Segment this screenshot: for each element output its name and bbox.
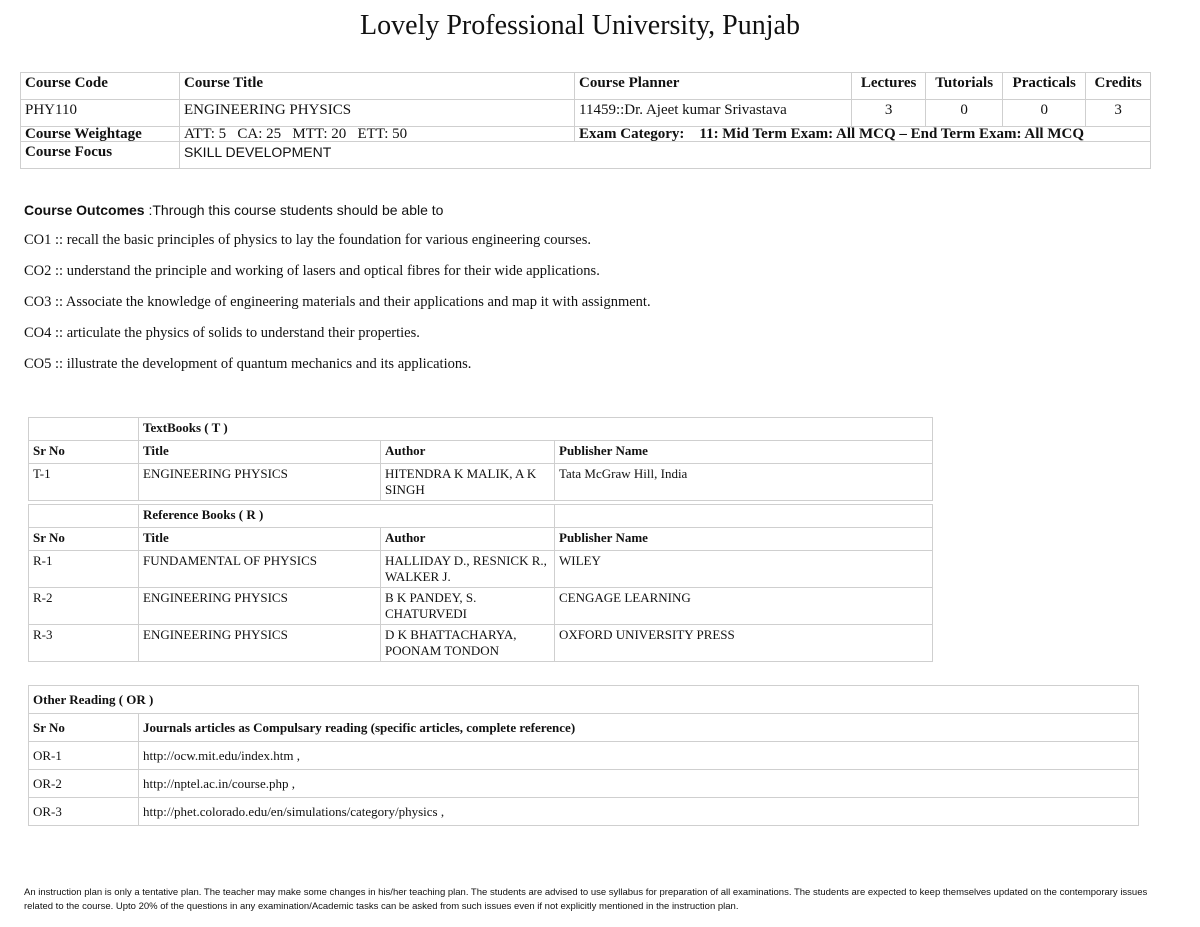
reference-author: HALLIDAY D., RESNICK R., WALKER J. (381, 551, 555, 588)
tutorials-header: Tutorials (926, 73, 1003, 100)
course-code: PHY110 (21, 100, 180, 127)
reference-publisher: WILEY (555, 551, 933, 588)
references-srno-header: Sr No (29, 528, 139, 551)
textbooks-heading-row (29, 418, 933, 441)
table-row (29, 588, 933, 625)
other-reading-heading-row (29, 686, 1139, 714)
course-outcomes-heading (24, 202, 1174, 218)
course-header-row (21, 73, 1151, 100)
textbooks-publisher-header: Publisher Name (555, 441, 933, 464)
course-planner: 11459::Dr. Ajeet kumar Srivastava (575, 100, 852, 127)
course-outcome-1: CO1 :: recall the basic principles of physics to lay the foundation for various engineering courses. (24, 232, 591, 248)
textbooks-title-header: Title (139, 441, 381, 464)
other-srno: OR-2 (29, 770, 139, 798)
textbook-publisher: Tata McGraw Hill, India (555, 464, 933, 501)
footer-disclaimer: An instruction plan is only a tentative plan. The teacher may make some changes in his/her teaching plan. The students are advised to use syllabus for preparation of all examinations. The students are expected to keep themselves updated on the contemporary issues related to the course. Upto 20% of the questions in any examination/Academic tasks can be asked from such issues even if not explicitly mentioned in the instruction plan. (24, 887, 1148, 912)
course-details-table (20, 72, 1151, 169)
course-focus-value: SKILL DEVELOPMENT (180, 142, 1151, 169)
course-outcome-5: CO5 :: illustrate the development of quantum mechanics and its applications. (24, 356, 472, 372)
tutorials-value: 0 (926, 100, 1003, 127)
reference-title: ENGINEERING PHYSICS (139, 625, 381, 662)
other-reading-table (28, 685, 1139, 826)
course-weightage-label: Course Weightage (21, 127, 180, 142)
reference-publisher: OXFORD UNIVERSITY PRESS (555, 625, 933, 662)
books-table (28, 417, 933, 662)
other-reading-col-header-row (29, 714, 1139, 742)
textbooks-heading: TextBooks ( T ) (139, 418, 933, 441)
course-focus-label: Course Focus (21, 142, 180, 169)
reference-srno: R-2 (29, 588, 139, 625)
course-outcomes-label: Course Outcomes (24, 202, 145, 218)
references-heading-row (29, 505, 933, 528)
course-values-row (21, 100, 1151, 127)
exam-category-value: 11: Mid Term Exam: All MCQ – End Term Exam: All MCQ (699, 126, 1084, 142)
table-row (29, 742, 1139, 770)
course-outcomes-intro: :Through this course students should be able to (144, 202, 444, 218)
practicals-value: 0 (1003, 100, 1086, 127)
exam-category-label: Exam Category: (579, 126, 685, 142)
course-outcomes (24, 202, 1174, 387)
reference-title: FUNDAMENTAL OF PHYSICS (139, 551, 381, 588)
textbooks-col-header-row (29, 441, 933, 464)
lectures-header: Lectures (852, 73, 926, 100)
textbooks-author-header: Author (381, 441, 555, 464)
table-row (29, 770, 1139, 798)
textbook-author: HITENDRA K MALIK, A K SINGH (381, 464, 555, 501)
references-title-header: Title (139, 528, 381, 551)
other-reference-link[interactable]: http://nptel.ac.in/course.php , (139, 770, 1139, 798)
exam-category (575, 127, 1151, 142)
other-journals-header: Journals articles as Compulsary reading (specific articles, complete reference) (139, 714, 1139, 742)
credits-value: 3 (1086, 100, 1151, 127)
course-weightage-value: ATT: 5 CA: 25 MTT: 20 ETT: 50 (180, 127, 575, 142)
reference-srno: R-3 (29, 625, 139, 662)
reference-srno: R-1 (29, 551, 139, 588)
references-col-header-row (29, 528, 933, 551)
course-outcome-4: CO4 :: articulate the physics of solids to understand their properties. (24, 325, 420, 341)
other-reference-link[interactable]: http://phet.colorado.edu/en/simulations/category/physics , (139, 798, 1139, 826)
practicals-header: Practicals (1003, 73, 1086, 100)
course-planner-header: Course Planner (575, 73, 852, 100)
references-publisher-header: Publisher Name (555, 528, 933, 551)
textbook-title: ENGINEERING PHYSICS (139, 464, 381, 501)
table-row (29, 464, 933, 501)
reference-author: B K PANDEY, S. CHATURVEDI (381, 588, 555, 625)
textbooks-srno-header: Sr No (29, 441, 139, 464)
lectures-value: 3 (852, 100, 926, 127)
course-code-header: Course Code (21, 73, 180, 100)
references-heading: Reference Books ( R ) (139, 505, 555, 528)
other-srno: OR-1 (29, 742, 139, 770)
course-weightage-row (21, 127, 1151, 142)
other-reference-link[interactable]: http://ocw.mit.edu/index.htm , (139, 742, 1139, 770)
reference-author: D K BHATTACHARYA, POONAM TONDON (381, 625, 555, 662)
other-srno-header: Sr No (29, 714, 139, 742)
other-reading-heading: Other Reading ( OR ) (29, 686, 1139, 714)
other-srno: OR-3 (29, 798, 139, 826)
reference-title: ENGINEERING PHYSICS (139, 588, 381, 625)
table-row (29, 798, 1139, 826)
course-outcome-2: CO2 :: understand the principle and working of lasers and optical fibres for their wide applications. (24, 263, 600, 279)
reference-publisher: CENGAGE LEARNING (555, 588, 933, 625)
credits-header: Credits (1086, 73, 1151, 100)
references-author-header: Author (381, 528, 555, 551)
textbook-srno: T-1 (29, 464, 139, 501)
course-title: ENGINEERING PHYSICS (180, 100, 575, 127)
page-title: Lovely Professional University, Punjab (360, 10, 800, 41)
course-outcome-3: CO3 :: Associate the knowledge of engineering materials and their applications and map it with assignment. (24, 294, 651, 310)
table-row (29, 625, 933, 662)
course-focus-row (21, 142, 1151, 169)
course-title-header: Course Title (180, 73, 575, 100)
table-row (29, 551, 933, 588)
